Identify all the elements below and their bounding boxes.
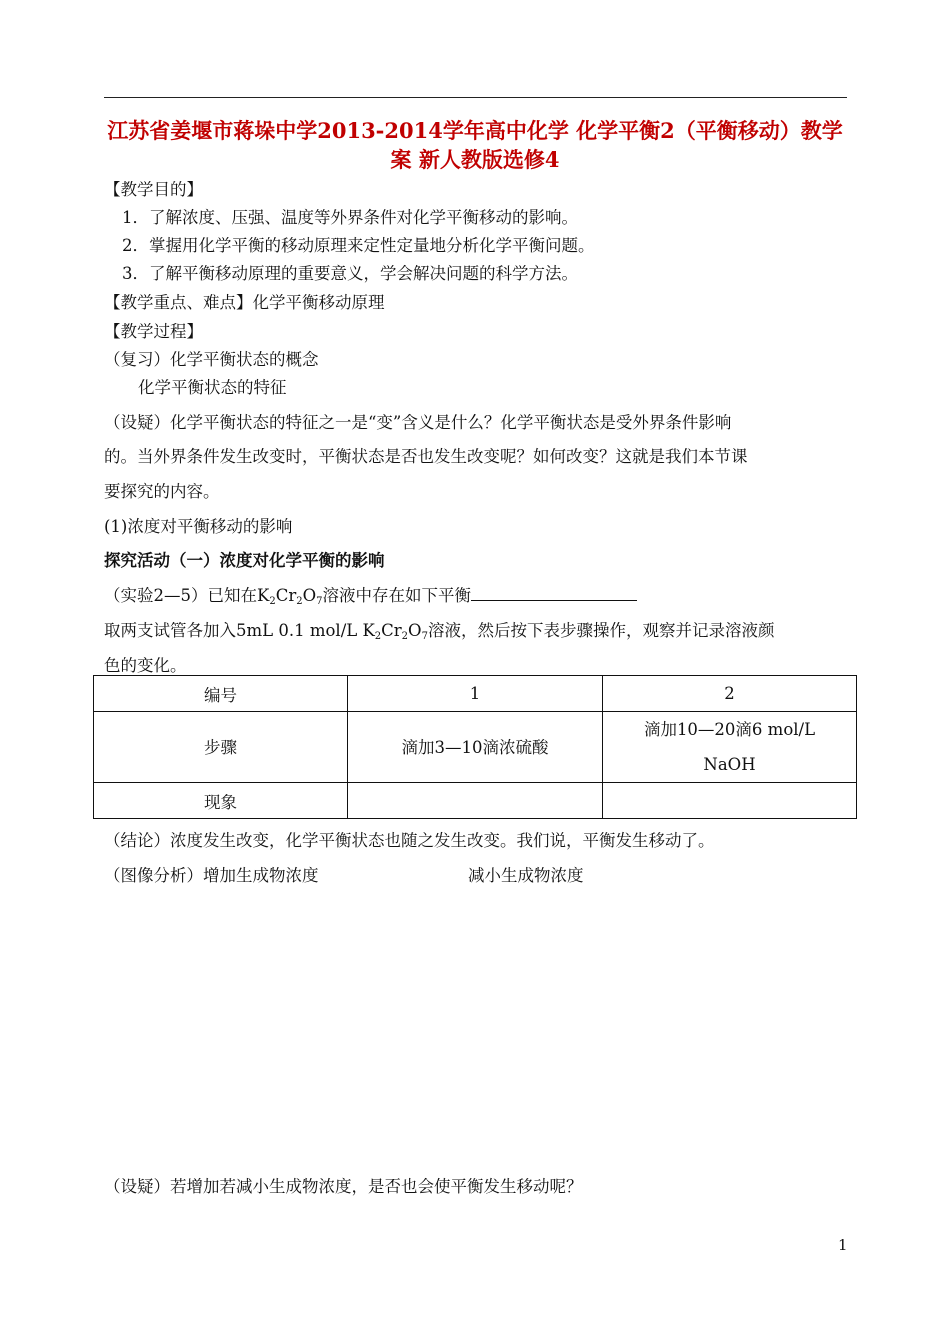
formula-o-sub-2: 7 (421, 631, 428, 642)
formula-cr-sub: 2 (296, 596, 303, 607)
steps-cell-1: 滴加3—10滴浓硫酸 (348, 712, 603, 783)
procedure-continued: 色的变化。 (104, 656, 187, 675)
review-concept: （复习）化学平衡状态的概念 (104, 350, 319, 369)
procedure-line (104, 617, 774, 642)
table-row (94, 783, 857, 819)
experiment-line (104, 582, 637, 607)
table-row (94, 676, 857, 712)
activity-heading: 探究活动（一）浓度对化学平衡的影响 (104, 551, 385, 570)
graph-label-right: 减小生成物浓度 (468, 866, 584, 885)
steps-cell-2-line-1: 滴加10—20滴6 mol/L (643, 720, 816, 739)
goal-3: 3．了解平衡移动原理的重要意义，学会解决问题的科学方法。 (122, 264, 578, 283)
formula-o-2: O (408, 621, 422, 640)
steps-cell-2 (603, 712, 857, 783)
goal-1: 1．了解浓度、压强、温度等外界条件对化学平衡移动的影响。 (122, 208, 578, 227)
question-line-2: 的。当外界条件发生改变时，平衡状态是否也发生改变呢？如何改变？这就是我们本节课 (104, 447, 748, 466)
answer-blank[interactable] (471, 584, 637, 601)
table-row (94, 712, 857, 783)
formula-o: O (302, 586, 317, 605)
experiment-prefix: （实验2—5）已知在K (104, 586, 270, 605)
process-heading: 【教学过程】 (104, 322, 203, 341)
experiment-table (93, 675, 857, 819)
document-title: 江苏省姜堰市蒋垛中学2013-2014学年高中化学 化学平衡2（平衡移动）教学案 新人教版选修4 (107, 118, 843, 172)
review-features: 化学平衡状态的特征 (138, 378, 287, 397)
question-line-1: （设疑）化学平衡状态的特征之一是“变”含义是什么？化学平衡状态是受外界条件影响 (104, 413, 732, 432)
conclusion: （结论）浓度发生改变，化学平衡状态也随之发生改变。我们说，平衡发生移动了。 (104, 831, 715, 850)
page-number: 1 (838, 1236, 848, 1254)
phenomena-label: 现象 (94, 783, 348, 819)
question-line-3: 要探究的内容。 (104, 482, 220, 501)
header-cell-1: 1 (348, 676, 603, 712)
question-2: （设疑）若增加若减小生成物浓度，是否也会使平衡发生移动呢？ (104, 1177, 583, 1196)
goal-2: 2．掌握用化学平衡的移动原理来定性定量地分析化学平衡问题。 (122, 236, 595, 255)
header-rule (104, 97, 847, 98)
key-points: 【教学重点、难点】化学平衡移动原理 (104, 293, 385, 312)
procedure-suffix: 溶液，然后按下表步骤操作，观察并记录溶液颜 (427, 621, 775, 640)
formula-k-sub: 2 (269, 596, 276, 607)
formula-cr: Cr (275, 586, 297, 605)
goal-heading: 【教学目的】 (104, 180, 203, 199)
steps-label: 步骤 (94, 712, 348, 783)
phenomena-cell-1[interactable] (348, 783, 603, 819)
experiment-suffix: 溶液中存在如下平衡 (322, 586, 471, 605)
sub-heading: (1)浓度对平衡移动的影响 (104, 517, 293, 536)
formula-cr-2: Cr (381, 621, 402, 640)
steps-cell-2-line-2: NaOH (703, 755, 756, 774)
formula-o-sub: 7 (316, 596, 323, 607)
header-cell-number: 编号 (94, 676, 348, 712)
header-cell-2: 2 (603, 676, 857, 712)
phenomena-cell-2[interactable] (603, 783, 857, 819)
procedure-prefix: 取两支试管各加入5mL 0.1 mol/L K (104, 621, 375, 640)
formula-k-sub-2: 2 (374, 631, 382, 642)
formula-cr-sub-2: 2 (401, 631, 409, 642)
graph-label-left: （图像分析）增加生成物浓度 (104, 866, 319, 885)
